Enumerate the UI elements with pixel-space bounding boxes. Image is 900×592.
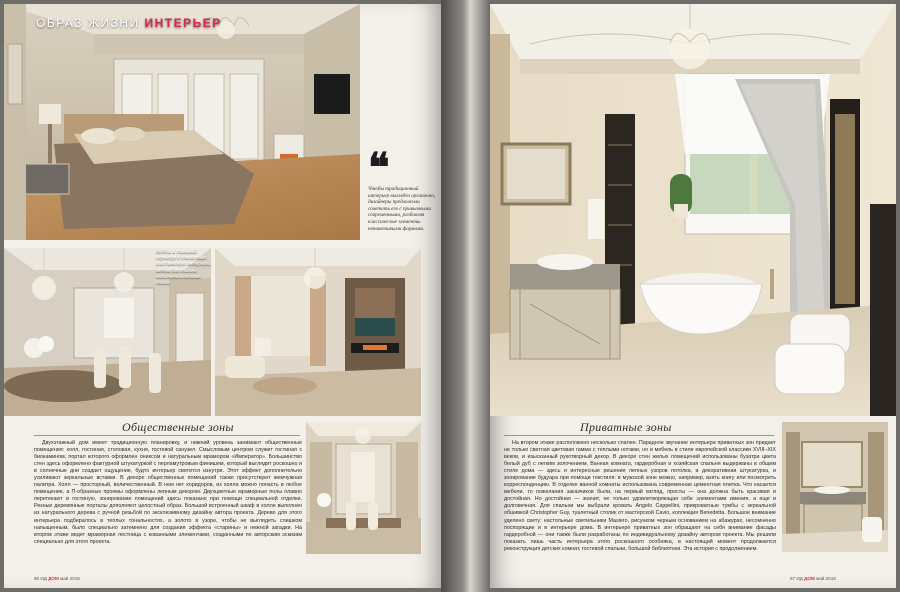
vanity-photo (782, 422, 888, 552)
article-paragraph: Двухэтажный дом имеет традиционную планировку, и нижний уровень занимают общественные помещения: холл, гостиная, столовая, кухня, гостевой санузел. Смысловым центром служит гостиная с биокамином, портал которого оформлен ониксом и натуральным мрамором «Император». Большинство стен здесь оформлено фактурной штукатуркой с перламутровым финишем, который выглядит роскошно и в солнечные дни создает ощущение, будто интерьер светится изнутри. Этот эффект дополнительно усиливают зеркальные вставки. В декоре общественных помещений также присутствуют жемчужная палитра. Холл — просторный, величественный. В нем нет коридоров, из холла можно попасть в любое помещение, а П-образные проемы оформлены лепным декором. Двухцветные мраморные полы плавно перетекают в гостиную, зонирование помещений здесь показано при помощи специальной отделки. Резные деревянные порталы дополняют целостный образ. Большой встроенный шкаф в холле выполнен из натурального дерева с ручной резьбой по эксклюзивному дизайну автора проекта. Дерево для этого интерьера подбиралось в теплых тональностях, а золото в узоре, чтобы не выглядеть слишком напыщенным, было специально затемнено для создания эффекта «старины» и нежной загадки. На втором этаже ведет мраморная лестница с кованными элементами, созданными по авторским эскизам специально для этого проекта. (34, 440, 302, 545)
page-footer-right (790, 576, 836, 581)
section-tag-prefix: ОБРАЗ ЖИЗНИ (36, 16, 140, 30)
footer-issue-date: май 2018 (60, 576, 80, 581)
quote-text: Чтобы традиционный интерьер выглядел органично, дизайнеры предложили сочетать его с привычными современными, разбавляя классические элементы ненавязчивыми формами. (368, 186, 436, 232)
article-body-right (504, 440, 776, 553)
footer-issue-date: май 2018 (816, 576, 836, 581)
bedroom-photo (4, 4, 360, 240)
section-tag (36, 16, 222, 30)
footer-page-number: 87 ИД (790, 576, 803, 581)
spine-gutter (441, 0, 490, 592)
footer-brand: ДОМ (48, 576, 59, 581)
article-paragraph: На втором этаже расположено несколько спален. Парадное звучание интерьера приватных зон придает не только светлая цветовая гамма с теплыми нотами, но и мебель в стиле европейской классики XVIII–XIX веков, и изысканный рукотворный декор. В декоре стен жилых помещений использованы бузатри цвета белый дуб с легким золочением. Ванная комната, гардеробная и хозяйская спальня выдержаны в общем стиле дома — здесь и интересные решения лепных узоров потолка, и декоративная штукатурка, и зонирование будуара при помощи текстиля: в мужской зоне можно, например, взять книгу или посмотреть корреспонденцию. В отделке ванной комнаты использована современная цементная плитка. Что касается мебели, то пожелания заказчиков были, на первый взгляд, просты — она должна быть красивая и достойная. Но достойная — значит, не только удовлетворяющая себе элементами имения, а еще и долговечная. Для спальни мы выбрали кровать Angelo Cappellini, прикроватные тумбы с зеркальной обшивкой Christopher Guy, туалетный столик от мастерской Cavio, коллекция Benedetta. Большое внимание уделено свету: настольные светильники Masiero, рисунком черным основанием на абажурах, несомненно поспорящие и в интерьере дома. В интерьере приватных зон обращают на себя внимание фасады гардеробной — они также были разработаны по индивидуальному дизайну автором проекта. Мы решили показать лишь часть интерьера этого роскошного особняка, в настоящий момент продолжается реконструкция детских комнат, гостевой спальни, большой библиотеки. Эта история с продолжением. (504, 440, 776, 552)
article-body-left (34, 440, 302, 546)
bathroom-photo (490, 4, 896, 416)
title-rule (504, 435, 774, 436)
page-footer-left (34, 576, 80, 581)
section-title-private-zones: Приватные зоны (580, 420, 672, 434)
footer-brand: ДОМ (804, 576, 815, 581)
section-tag-accent: ИНТЕРЬЕР (144, 16, 222, 30)
hall-photo (306, 422, 421, 554)
footer-page-number: 86 ИД (34, 576, 47, 581)
pull-quote (368, 145, 436, 232)
title-rule (34, 435, 300, 436)
quote-mark-icon: ❝ (368, 145, 390, 190)
photo-caption: Мебель и спальный гарнитур в стилистике классического интерьера, мебель для спальни выполнена в светлых тонах. (156, 250, 212, 287)
left-page (4, 4, 441, 588)
right-page (490, 4, 896, 588)
section-title-public-zones: Общественные зоны (122, 420, 234, 434)
living-room-photo (215, 248, 421, 416)
